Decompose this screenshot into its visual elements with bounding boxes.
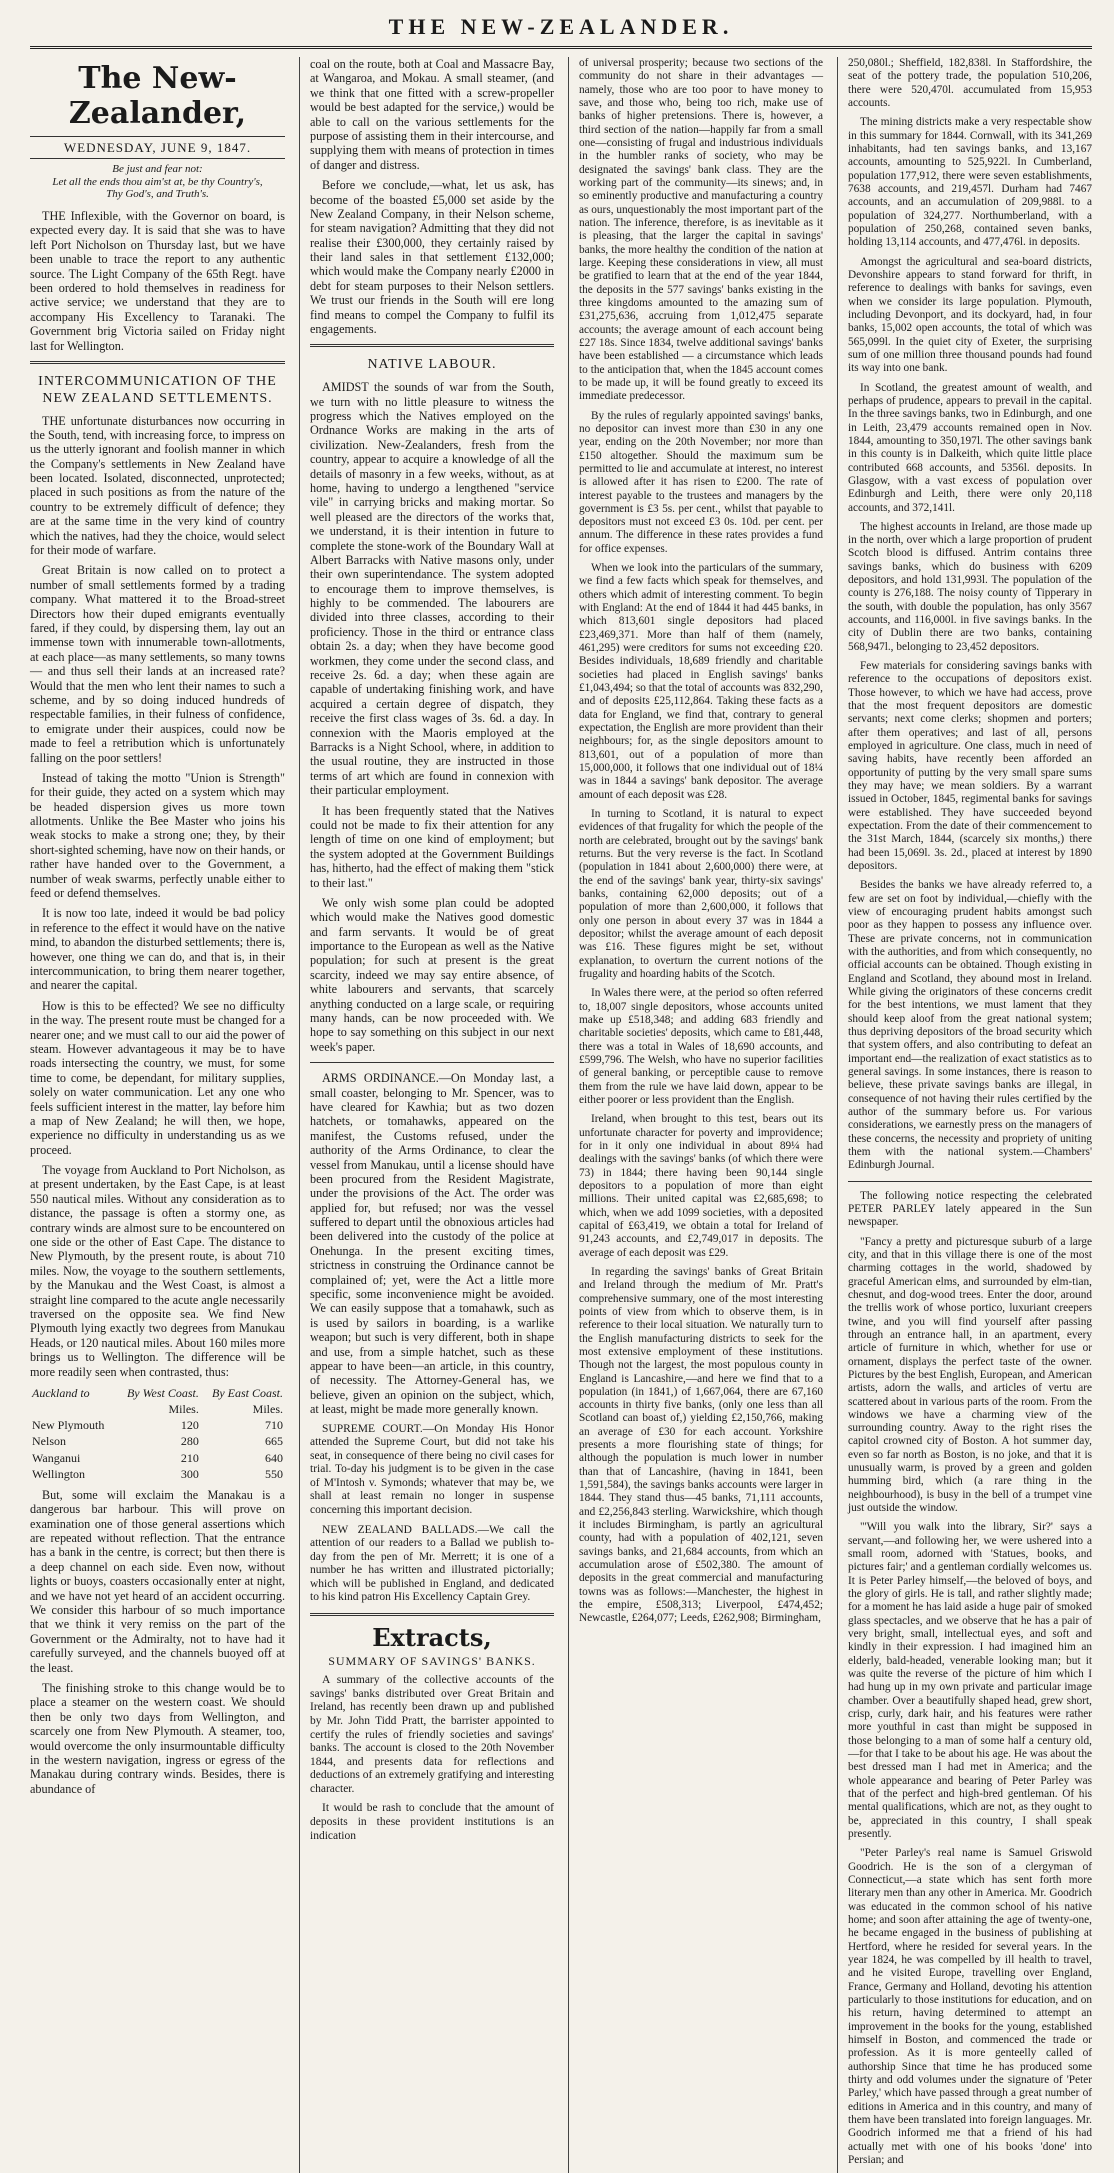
column-grid [30, 57, 1092, 2166]
table-east: 710 [265, 1418, 283, 1433]
motto-line: Be just and fear not: [112, 163, 203, 176]
paragraph: The following notice respecting the celebrated PETER PARLEY lately appeared in the Sun newspaper. [848, 1189, 1092, 1229]
paragraph: It has been frequently stated that the Natives could not be made to fix their attention for any length of time on one kind of employment; but the system adopted at the Government Buildings has, hitherto, had the effect of making them "stick to their last." [310, 803, 554, 890]
masthead-date: WEDNESDAY, JUNE 9, 1847. [30, 136, 285, 159]
divider [848, 1181, 1092, 1182]
table-unit: Miles. [252, 1402, 283, 1417]
paragraph: In regarding the savings' banks of Great Britain and Ireland through the medium of Mr. Pratt's comprehensive summary, one of the most interesting points of view from which to observe them, is in reference to their local situation. We naturally turn to the English manufacturing districts to seek for the most extensive employment of these institutions. Though not the largest, the most populous county in England is Lancashire,—and here we find that to a population (in 1841,) of 1,667,064, there are 67,160 accounts in thirty five banks, (only one less than all Scotland can boast of,) yielding £2,150,766, making an average of £30 for each account. Yorkshire presents a more flourishing state of things; for although the population is much lower in number than that of Lancashire, (having in 1841, been 1,591,584), the savings banks accounts were larger in 1844. They stand thus—45 banks, 71,111 accounts, and £2,256,843 sterling. Warwickshire, which though it includes Birmingham, is partly an agricultural county, had with a population of 402,121, seven savings banks, and 21,684 accounts, from which an accumulation arose of £502,380. The amount of deposits in the great commercial and manufacturing towns was as follows:—Manchester, the highest in the empire, £508,313; Liverpool, £474,452; Newcastle, £264,077; Leeds, £262,908; Birmingham, [579, 1265, 823, 1625]
table-row [30, 1466, 285, 1482]
paragraph: The finishing stroke to this change would be to place a steamer on the western coast. We should then be only two days from Wellington, and scarcely one from New Plymouth. A steamer, too, would overcome the only insurmountable difficulty in the western navigation, ingress or egress of the Manakau during contrary winds. Besides, there is abundance of [30, 1680, 285, 1796]
paragraph: In turning to Scotland, it is natural to expect evidences of that frugality for which the people of the north are celebrated, brought out by the savings' bank returns. But the very reverse is the fact. In Scotland (population in 1841 about 2,600,000) there were, at the end of the savings' bank year, thirty-six savings' banks, containing 62,000 deposits; out of a population of more than 2,600,000, it follows that only one person in about every 37 was in 1844 a depositor; whilst the average amount of each deposit was £16. These figures might be set, without explanation, to overturn the current notions of the frugality and hoarding habits of the Scotch. [579, 808, 823, 980]
column-4 [837, 57, 1092, 2173]
paragraph: 250,080l.; Sheffield, 182,838l. In Staffordshire, the seat of the pottery trade, the population 510,206, there were 520,470l. accumulated from 15,953 accounts. [848, 57, 1092, 109]
paragraph: How is this to be effected? We see no difficulty in the way. The present route must be changed for a nearer one; and we must call to our aid the power of steam. However advantageous it may be to have roads intersecting the country, we must, for some time to come, be dependant, for military supplies, solely on water communication. Let any one who feels sufficient interest in the matter, lay before him a map of New Zealand; he will then, we hope, experience no difficulty in understanding us as we proceed. [30, 998, 285, 1157]
distance-table [30, 1385, 285, 1482]
paragraph: In Wales there were, at the period so often referred to, 18,007 single depositors, whose accounts united make up £518,348; and adding 683 friendly and charitable societies' deposits, which came to £81,448, there was a total in Wales of 18,690 accounts, and £599,796. The Welsh, who have no superior facilities of general banking, or perceptible cause to remove them from the rule we have laid down, appear to be either poorer or less provident than the English. [579, 987, 823, 1106]
table-place: Wellington [32, 1466, 86, 1481]
motto-line: Thy God's, and Truth's. [106, 188, 209, 201]
paragraph: coal on the route, both at Coal and Massacre Bay, at Wangaroa, and Mokau. A small steamer, (and we think that one fitted with a screw-propeller would be best adapted for the service,) would be able to call on the various settlements for the purpose of assisting them in their intercourse, and supplying them with means of protection in times of danger and distress. [310, 57, 554, 172]
running-head: THE NEW-ZEALANDER. [30, 14, 1092, 49]
table-east: 640 [265, 1450, 283, 1465]
table-unit-row [30, 1401, 285, 1417]
paragraph: Few materials for considering savings banks with reference to the occupations of depositors exist. Those however, to which we have had access, prove that the most frequent depositors are domestic servants; next come clerks; shopmen and porters; after them operatives; and last of all, persons employed in agriculture. One class, much in need of saving habits, have recently been afforded an opportunity of putting by the very small spare sums they may have; we mean soldiers. By a warrant issued in October, 1845, regimental banks for savings were established. They have succeeded beyond expectation. From the date of their commencement to the 31st March, 1844, (scarcely six months,) there had been 15,069l. 3s. 2d., placed at interest by 1890 depositors. [848, 660, 1092, 873]
table-west: 120 [180, 1418, 199, 1433]
paragraph: Ireland, when brought to this test, bears out its unfortunate character for poverty and improvidence; for in it only one individual in about 89¼ had dealings with the savings' banks (of which there were 73) in 1844; there having been 90,144 single depositors to a population of more than eight millions. Their united capital was £2,685,698; to which, when we add 1099 societies, with a deposited capital of £63,419, we obtain a total for Ireland of 91,243 accounts, and £2,749,017 in deposits. The average of each deposit was £29. [579, 1113, 823, 1259]
paragraph: In Scotland, the greatest amount of wealth, and perhaps of prudence, appears to prevail in the capital. In the three savings banks, two in Edinburgh, and one in Leith, 23,479 accounts remained open in Nov. 1844, amounting to 350,197l. The other savings bank in this county is in Dalkeith, which quite little place contributed 668 accounts, and 5356l. deposits. In Glasgow, with a vast excess of population over Edinburgh and Leith, there were only 20,118 accounts, and 372,141l. [848, 381, 1092, 514]
paragraph: It would be rash to conclude that the amount of deposits in these provident institutions is an indication [310, 1802, 554, 1842]
table-head-east: By East Coast. [212, 1385, 283, 1400]
paragraph: of universal prosperity; because two sections of the community do not share in their advantages — namely, those who are too poor to have money to save, and those who, being too rich, make use of banks of higher pretensions. There is, however, a third section of the nation—happily far from a small one—consisting of frugal and industrious individuals in the humbler ranks of society, who may be designated the savings' bank class. They are the working part of the community—its sinews; and, in so eminently productive and manufacturing a country as ours, unquestionably the most important part of the nation. The inference, therefore, is as inevitable as it is pleasing, that the larger the capital in savings' banks, the more healthy the condition of the nation at large. Keeping these considerations in view, all must be gratified to learn that at the end of the year 1844, the deposits in the 577 savings' banks existing in the three kingdoms amounted to the amazing sum of £31,275,636, accruing from 1,012,475 separate accounts; the average amount of each account being £27 18s. Since 1834, twelve additional savings' banks have been established — a circumstance which leads to the anticipation that, when the 1845 account comes to be made up, it will be found greatly to exceed its immediate predecessor. [579, 57, 823, 403]
extracts-title: Extracts, [372, 1622, 492, 1652]
column-3 [568, 57, 823, 2173]
paragraph: It is now too late, indeed it would be bad policy in reference to the effect it would have on the native mind, to abandon the disturbed settlements; there is, however, one thing we can do, and that is, in their intercommunication, to bring them nearer together, and nearer the capital. [30, 906, 285, 993]
paragraph: AMIDST the sounds of war from the South, we turn with no little pleasure to witness the progress which the Natives employed on the Ordnance Works are making in the arts of civilization. New-Zealanders, fresh from the country, appear to acquire a knowledge of all the details of masonry in a few weeks, without, as at home, having to undergo a lengthened "service vile" in carrying bricks and making mortar. So well pleased are the directors of the works that, we understand, it is their intention in future to complete the stone-work of the Boundary Wall at Albert Barracks with Native masons only, under their own superintendance. The system adopted to encourage them to improve themselves, is highly to be commended. The labourers are divided into three classes, according to their proficiency. Those in the third or entrance class obtain 2s. a day; when they have become good workmen, they come under the second class, and receive 2s. 6d. a day; when these again are capable of undertaking finishing work, and have acquired a certain degree of dispatch, they receive the first class wages of 3s. 6d. a day. In connexion with the Maoris employed at the Barracks is a Night School, where, in addition to the usual routine, they are instructed in those terms of art which are found in connexion with their particular employment. [310, 380, 554, 798]
table-west: 210 [180, 1450, 199, 1465]
paragraph: THE Inflexible, with the Governor on board, is expected every day. It is said that she was to have left Port Nicholson on Thursday last, but we have been unable to trace the report to any authentic source. The Light Company of the 65th Regt. have been ordered to hold themselves in readiness for active service; we understand that they are to accompany His Excellency to Taranaki. The Government brig Victoria sailed on Friday night last for Wellington. [30, 209, 285, 353]
paragraph: Great Britain is now called on to protect a number of small settlements formed by a trading company. What mattered it to the Broad-street Directors how their duped emigrants eventually fared, if they could, by dispersing them, lay out an immense town with innumerable town-allotments, at each place—as many settlements, so many towns — and thus sell their lands at an increased rate? Would that the men who lent their names to such a scheme, and by so doing induced hundreds of respectable families, in their fulness of confidence, to emigrate under their auspices, could now be made to feel a retribution which is unfortunately falling on the poor settlers! [30, 563, 285, 765]
paragraph: We only wish some plan could be adopted which would make the Natives good domestic and farm servants. It would be of great importance to the European as well as the Native population; for such at present is the great scarcity, indeed we may say entire absence, of white labourers and servants, that scarcely anything conducted on a large scale, or requiring many hands, can be now proceeded with. We hope to say something on this subject in our next week's paper. [310, 895, 554, 1054]
table-row [30, 1417, 285, 1433]
paragraph: ARMS ORDINANCE.—On Monday last, a small coaster, belonging to Mr. Spencer, was to have cleared for Kawhia; but as two dozen hatchets, or tomahawks, appeared on the manifest, the Customs refused, under the authority of the Arms Ordinance, to clear the vessel from Manukau, until a license should have been procured from the Resident Magistrate, under the provisions of the Act. The order was applied for, but refused; nor was the vessel suffered to depart until the obnoxious articles had been delivered into the custody of the police at Onehunga. In the present exciting times, strictness in construing the Ordinance cannot be complained of; yet, were the Act a little more specific, some inconvenience might be avoided. We can easily suppose that a tomahawk, such as is used by sailors in boarding, is a warlike weapon; but such is very different, both in shape and use, from a simple hatchet, such as these appear to have been—an article, in this country, of necessity. The Attorney-General has, we believe, given an opinion on the subject, which, at least, might be made more generally known. [310, 1071, 554, 1417]
paragraph: The mining districts make a very respectable show in this summary for 1844. Cornwall, with its 341,269 inhabitants, had ten savings banks, and 13,167 accounts, amounting to 525,922l. In Cumberland, population 177,912, there were seven establishments, 7638 accounts, and 219,457l. Durham had 7467 accounts, and an accumulation of 209,988l. to a population of 324,277. Northumberland, with a population of 250,268, contained seven banks, holding 13,114 accounts, and 477,476l. in deposits. [848, 116, 1092, 249]
paragraph: But, some will exclaim the Manakau is a dangerous bar harbour. This will prove on examination one of those general assertions which are repeated without reflection. That the entrance has a bank in the centre, is correct; but then there is a deep channel on each side. Even now, without lights or buoys, coasters occasionally enter at night, and we have not yet heard of an accident occurring. We consider this harbour of so much importance that we think it very remiss on the part of the Government or the Admiralty, not to have had it carefully surveyed, and the channels buoyed off at the least. [30, 1487, 285, 1675]
article-heading: INTERCOMMUNICATION OF THE NEW ZEALAND SETTLEMENTS. [38, 373, 277, 406]
column-1 [30, 57, 285, 2173]
table-row [30, 1433, 285, 1449]
paragraph: The highest accounts in Ireland, are those made up in the north, over which a large proportion of prudent Scotch blood is diffused. Antrim contains three savings banks, which do business with 6209 depositors, and hold 131,993l. The population of the county is 276,188. The noisy county of Tipperary in the south, with double the population, has only 3567 accounts, and 116,000l. in five savings banks. In the city of Dublin there are two banks, containing 568,947l., belonging to 23,452 depositors. [848, 520, 1092, 653]
paragraph: Instead of taking the motto "Union is Strength" for their guide, they acted on a system which may be headed dispersion gives us more town allotments. Unlike the Bee Master who joins his weak stocks to make a strong one; they, by their short-sighted scheming, have now on their hands, or rather have handed over to the Government, a number of weak swarms, perfectly unable either to feed or defend themselves. [30, 770, 285, 901]
paragraph: When we look into the particulars of the summary, we find a few facts which speak for themselves, and others which admit of interesting comment. To begin with England: At the end of 1844 it had 445 banks, in which 813,601 single depositors had placed £23,469,371. More than half of them (namely, 461,295) were creditors for sums not exceeding £20. Besides individuals, 18,689 friendly and charitable societies had placed in English savings' banks £1,043,494; so that the total of accounts was 832,290, and of deposits £25,112,864. Taking these facts as a data for England, we find that, contrary to general expectation, the English are more provident than their neighbours; for, as the single depositors amount to 813,601, out of a population of more than 15,000,000, it follows that one individual out of 18¼ was in 1844 a savings' bank depositor. The average amount of each deposit was £28. [579, 562, 823, 801]
table-east: 550 [265, 1466, 283, 1481]
column-2 [299, 57, 554, 2173]
article-heading: NATIVE LABOUR. [367, 357, 497, 373]
divider [310, 1062, 554, 1063]
paragraph: Besides the banks we have already referred to, a few are set on foot by individual,—chiefly with the view of encouraging prudent habits amongst such poor as they happen to possess any influence over. These are private concerns, not in communication with the authorities, and from which consequently, no official accounts can be obtained. Though existing in England and Scotland, they abound most in Ireland. While giving the originators of these concerns credit for the best intentions, we must lament that they should keep aloof from the great national system; thus depriving depositors of the broad security which that system offers, and also contributing to defeat an important end—the realization of exact statistics as to general savings. In some instances, there is reason to believe, these private savings banks are illegal, in consequence of not having their rules certified by the author of the summary before us. For various considerations, we earnestly press on the managers of these concerns, the necessity and propriety of uniting them with the national system.—Chambers' Edinburgh Journal. [848, 879, 1092, 1172]
table-west: 280 [180, 1434, 199, 1449]
table-row [30, 1450, 285, 1466]
paragraph: Before we conclude,—what, let us ask, has become of the boasted £5,000 set aside by the New Zealand Company, in their Nelson scheme, for steam navigation? Admitting that they did not realise their £300,000, they certainly raised by their land sales in that settlement £132,000; which would make the Company nearly £2000 in debt for steam purposes to their Nelson settlers. We trust our friends in the South will ere long find means to compel the Company to fulfil its engagements. [310, 178, 554, 337]
table-head-west: By West Coast. [126, 1385, 199, 1400]
table-place: New Plymouth [32, 1418, 105, 1433]
table-header-row [30, 1385, 285, 1401]
divider [310, 1613, 554, 1616]
table-east: 665 [265, 1434, 283, 1449]
table-place: Nelson [32, 1434, 66, 1449]
table-west: 300 [180, 1466, 199, 1481]
extracts-subheading: SUMMARY OF SAVINGS' BANKS. [328, 1654, 536, 1669]
paragraph: Amongst the agricultural and sea-board districts, Devonshire appears to stand forward for thrift, in reference to dealings with banks for savings, even when we consider its large population. Plymouth, including Devonport, and its dockyard, had, in four banks, 15,002 open accounts, the total of which was 565,099l. In the quiet city of Exeter, the surprising sum of one million three thousand pounds had found its way into one bank. [848, 255, 1092, 375]
paragraph: A summary of the collective accounts of the savings' banks distributed over Great Britain and Ireland, has recently been drawn up and published by Mr. John Tidd Pratt, the barrister appointed to certify the rules of friendly societies and savings' banks. The account is closed to the 20th November 1844, and presents data for reflections and deductions of an extremely gratifying and interesting character. [310, 1674, 554, 1795]
paragraph: The voyage from Auckland to Port Nicholson, as at present undertaken, by the East Cape, is at least 550 nautical miles. Without any consideration as to distance, the passage is often a stormy one, as contrary winds are almost sure to be encountered on one side or the other of East Cape. The distance to New Plymouth, by the present route, is about 710 miles. Now, the voyage to the southern settlements, by the Manukau and the West Coast, is almost a straight line compared to the acute angle necessarily traversed on the opposite sea. We find New Plymouth lying exactly two degrees from Manukau Heads, or 120 nautical miles. About 160 miles more brings us to Wellington. The difference will be more readily seen when contrasted, thus: [30, 1163, 285, 1379]
paragraph: "'Will you walk into the library, Sir?' says a servant,—and following her, we were ushered into a small room, adorned with 'Statues, books, and pictures fair;' and a gentleman cordially welcomes us. It is Peter Parley himself,—the beloved of boys, and the glory of girls. He is tall, and rather slightly made; for a moment he has laid aside a huge pair of smoked glass spectacles, and we observe that he has a pair of very bright, small, intellectual eyes, and soft and kindly in their expression. I had imagined him an elderly, bald-headed, venerable looking man; but it was quite the reverse of the picture of him which I had hung up in my own private and particular image chamber. Over a beautifully shaped head, grew short, crisp, curly, dark hair, and his features were rather more youthful in cast than might be supposed in those belonging to a man of some half a century old,—for that I take to be about his age. He was about the best dressed man I had met in America; and the whole appearance and bearing of Peter Parley was that of the perfect and high-bred gentleman. Of his mental qualifications, which are not, as they ought to be, appreciated in this country, I shall speak presently. [848, 1521, 1092, 1840]
paragraph: THE unfortunate disturbances now occurring in the South, tend, with increasing force, to impress on us the utterly ignorant and foolish manner in which the Company's settlements in New Zealand have been located. Isolated, disconnected, unprotected; placed in such positions as from the nature of the country to be extremely difficult of defence; they are at the same time in the very kind of country which the natives, had they the choice, would select for their mode of warfare. [30, 413, 285, 558]
paragraph: "Fancy a pretty and picturesque suburb of a large city, and that in this village there is one of the most charming cottages in the world, shadowed by graceful American elms, and surrounded by elm-tian, chesnut, and dog-wood trees. Enter the door, around the trellis work of whose portico, luxuriant creepers twine, and you will find yourself after passing through an entrance hall, in an apartment, every article of furniture in which, whether for use or ornament, displays the perfect taste of the owner. Pictures by the best English, European, and American artists, adorn the walls, and articles of vertu are scattered about in various parts of the room. From the windows we have a charming view of the surrounding country. Away to the right rises the capitol crowned city of Boston. A hot summer day, even so far north as Boston, is no joke, and that it is unusually warm, is proved by a green and golden humming bird, which (a rare thing in the neighbourhood), is busy in the bell of a trumpet vine just outside the window. [848, 1235, 1092, 1515]
divider [30, 361, 285, 364]
paragraph: SUPREME COURT.—On Monday His Honor attended the Supreme Court, but did not take his seat, in consequence of there being no civil cases for trial. To-day his judgment is to be given in the case of M'Intosh v. Symonds; whatever that may be, we shall at least remain no longer in suspense concerning this important decision. [310, 1422, 554, 1516]
masthead-title: The New-Zealander, [68, 61, 247, 132]
paragraph: By the rules of regularly appointed savings' banks, no depositor can invest more than £30 in any one year, ending on the 20th November; nor more than £150 altogether. Should the maximum sum be permitted to lie and accumulate at interest, no interest is allowed after it has risen to £200. The rate of interest payable to the trustees and managers by the government is £3 5s. per cent., whilst that payable to depositors must not exceed £3 0s. 10d. per cent. per annum. The difference in these rates provides a fund for office expenses. [579, 409, 823, 555]
divider [310, 344, 554, 347]
table-unit: Miles. [168, 1402, 199, 1417]
masthead-motto [30, 163, 285, 201]
table-from-label: Auckland to [32, 1385, 90, 1400]
motto-line: Let all the ends thou aim'st at, be thy Country's, [52, 175, 263, 188]
paragraph: "Peter Parley's real name is Samuel Griswold Goodrich. He is the son of a clergyman of Connecticut,—a state which has sent forth more literary men than any other in America. Mr. Goodrich was educated in the common school of his native home; and soon after attaining the age of twenty-one, he became engaged in the business of publishing at Hertford, where he resided for several years. In the year 1824, he was compelled by ill health to travel, and he visited Europe, travelling over England, France, Germany and Holland, devoting his attention particularly to those institutions for education, and on his return, having determined to attempt an improvement in the books for the young, established himself in Boston, and commenced the trade or profession. As it is more genteelly called of authorship Since that time he has produced some thirty and odd volumes under the signature of 'Peter Parley,' which have passed through a great number of editions in America and in this country, and many of them have been translated into foreign languages. Mr. Goodrich informed me that a friend of his had actually met with one of his books 'done' into Persian; and [848, 1847, 1092, 2166]
table-place: Wanganui [32, 1450, 81, 1465]
paragraph: NEW ZEALAND BALLADS.—We call the attention of our readers to a Ballad we publish to-day from the pen of Mr. Merrett; it is one of a number he has written and illustrated pictorially; which will be published in England, and dedicated to his kind patron His Excellency Captain Grey. [310, 1523, 554, 1604]
